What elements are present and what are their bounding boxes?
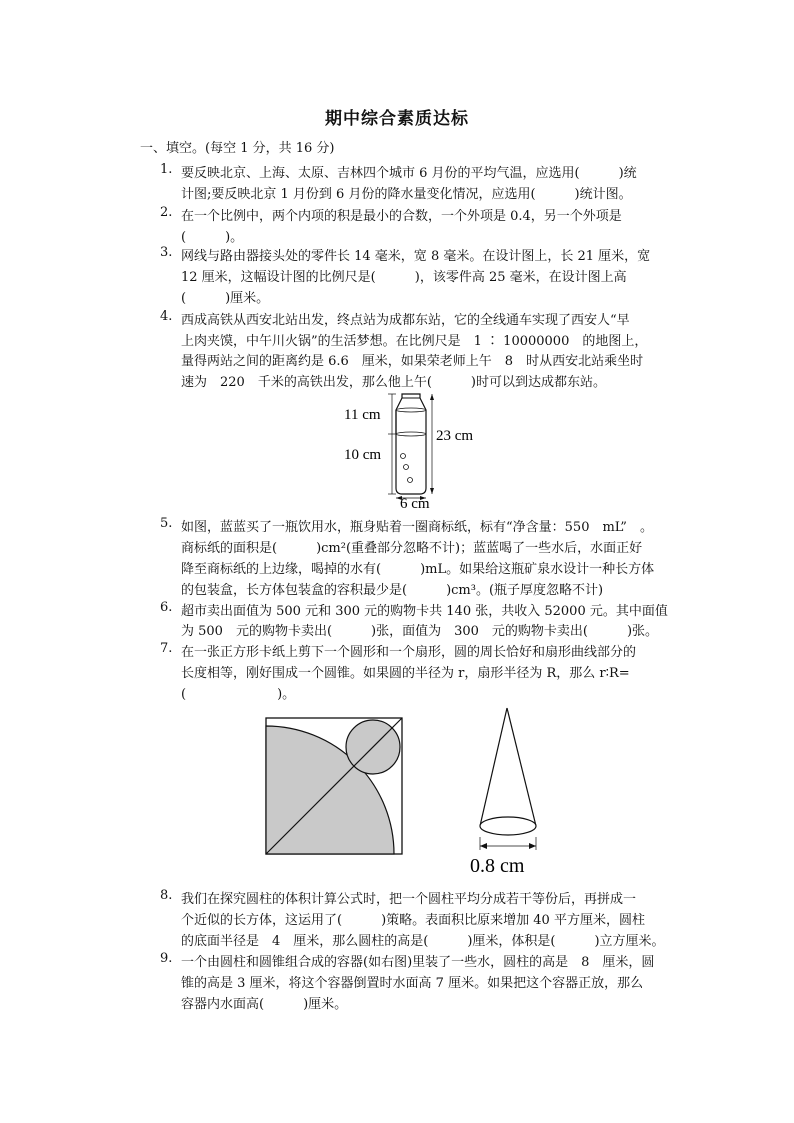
label-top-edge	[396, 408, 426, 412]
q3-line-3: ( )厘米。	[181, 291, 270, 306]
bottle-mid-label: 10 cm	[344, 447, 382, 463]
q3-line-1: 网线与路由器接头处的零件长 14 毫米，宽 8 毫米。在设计图上，长 21 厘米，宽	[181, 249, 651, 264]
q4-line-1: 西成高铁从西安北站出发，终点站为成都东站，它的全线通车实现了西安人“早	[181, 313, 630, 328]
bottle-top-label: 11 cm	[344, 407, 381, 423]
q9-line-3: 容器内水面高( )厘米。	[181, 997, 348, 1012]
q1-number: 1.	[160, 162, 173, 177]
q5-line-1: 如图，蓝蓝买了一瓶饮用水，瓶身贴着一圈商标纸，标有“净含量：550 mL” 。	[181, 520, 653, 535]
bottle-right-label: 23 cm	[436, 428, 474, 444]
q5-line-4: 的包装盒，长方体包装盒的容积最少是( )cm³。(瓶子厚度忽略不计)	[181, 583, 604, 598]
q4-line-3: 量得两站之间的距离约是 6.6 厘米，如果荣老师上午 8 时从西安北站乘坐时	[181, 354, 644, 369]
q6-line-2: 为 500 元的购物卡卖出( )张，面值为 300 元的购物卡卖出( )张。	[181, 624, 659, 639]
q6-number: 6.	[160, 600, 173, 615]
q5-line-2: 商标纸的面积是( )cm²(重叠部分忽略不计)；蓝蓝喝了一些水后，水面正好	[181, 541, 643, 556]
q1-line-2: 计图;要反映北京 1 月份到 6 月份的降水量变化情况，应选用( )统计图。	[181, 187, 632, 202]
bottle-outline	[396, 394, 426, 494]
page-title: 期中综合素质达标	[325, 109, 469, 129]
cone-figure	[462, 706, 572, 876]
q2-number: 2.	[160, 205, 173, 220]
q7-number: 7.	[160, 641, 173, 656]
q1-line-1: 要反映北京、上海、太原、吉林四个城市 6 月份的平均气温，应选用( )统	[181, 166, 637, 181]
q3-number: 3.	[160, 245, 173, 260]
bottle-figure	[330, 388, 500, 510]
bottle-bottom-label: 6 cm	[400, 496, 430, 510]
q9-line-2: 锥的高是 3 厘米，将这个容器倒置时水面高 7 厘米。如果把这个容器正放，那么	[181, 976, 644, 991]
label-bottom-edge	[396, 432, 426, 436]
q8-line-2: 个近似的长方体，这运用了( )策略。表面积比原来增加 40 平方厘米，圆柱	[181, 913, 645, 928]
q5-line-3: 降至商标纸的上边缘，喝掉的水有( )mL。如果给这瓶矿泉水设计一种长方体	[181, 562, 655, 577]
q9-line-1: 一个由圆柱和圆锥组合成的容器(如右图)里装了一些水，圆柱的高是 8 厘米，圆	[181, 955, 655, 970]
q8-number: 8.	[160, 888, 173, 903]
q7-line-2: 长度相等，刚好围成一个圆锥。如果圆的半径为 r，扇形半径为 R，那么 r∶R=	[181, 666, 630, 681]
square-sector-figure	[264, 716, 406, 858]
q8-line-3: 的底面半径是 4 厘米，那么圆柱的高是( )厘米，体积是( )立方厘米。	[181, 934, 665, 949]
cone-base	[480, 817, 536, 835]
cone-label: 0.8 cm	[470, 855, 525, 876]
q9-number: 9.	[160, 951, 173, 966]
q5-number: 5.	[160, 516, 173, 531]
q2-line-2: ( )。	[181, 230, 244, 245]
section-heading: 一、填空。(每空 1 分，共 16 分)	[140, 141, 335, 156]
q4-number: 4.	[160, 309, 173, 324]
q7-line-1: 在一张正方形卡纸上剪下一个圆形和一个扇形，圆的周长恰好和扇形曲线部分的	[181, 645, 637, 660]
q2-line-1: 在一个比例中，两个内项的积是最小的合数，一个外项是 0.4，另一个外项是	[181, 209, 622, 224]
q4-line-2: 上肉夹馍，中午川火锅”的生活梦想。在比例尺是 1 ∶ 10000000 的地图上，	[181, 334, 648, 349]
q4-line-4: 速为 220 千米的高铁出发，那么他上午( )时可以到达成都东站。	[181, 375, 606, 390]
q6-line-1: 超市卖出面值为 500 元和 300 元的购物卡共 140 张，共收入 52000 元。其中面值	[181, 604, 668, 619]
q3-line-2: 12 厘米，这幅设计图的比例尺是( )，该零件高 25 毫米，在设计图上高	[181, 270, 627, 285]
q7-line-3: ( )。	[181, 687, 296, 702]
q8-line-1: 我们在探究圆柱的体积计算公式时，把一个圆柱平均分成若干等份后，再拼成一	[181, 892, 637, 907]
